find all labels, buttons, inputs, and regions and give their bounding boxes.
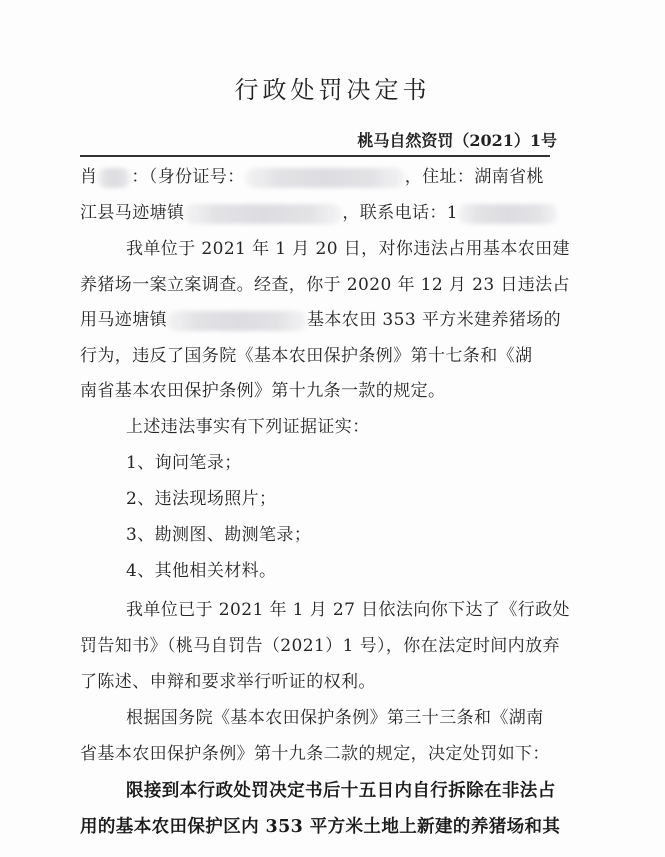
party-info-line-2 [80, 198, 558, 224]
body-line [80, 305, 561, 331]
redacted-name [97, 168, 131, 188]
header-divider [80, 155, 550, 157]
id-label: ：（身份证号： [131, 167, 245, 187]
body-line: 我单位已于 2021 年 1 月 27 日依法向你下达了《行政处 [126, 600, 570, 620]
party-surname: 肖 [80, 167, 98, 187]
body-line: 了陈述、申辩和要求举行听证的权利。 [80, 672, 376, 692]
evidence-item: 2、违法现场照片； [126, 489, 277, 509]
evidence-item: 4、其他相关材料。 [126, 561, 277, 581]
body-line: 我单位于 2021 年 1 月 20 日，对你违法占用基本农田建 [126, 239, 570, 259]
body-line: 行为，违反了国务院《基本农田保护条例》第十七条和《湖 [80, 346, 533, 366]
party-info-line-1 [80, 162, 544, 188]
body-line: 南省基本农田保护条例》第十九条一款的规定。 [80, 381, 446, 401]
document-number: 桃马自然资罚（2021）1号 [357, 131, 557, 150]
location-text: 用马迹塘镇 [80, 310, 167, 330]
redacted-phone [458, 204, 558, 224]
body-line: 根据国务院《基本农田保护条例》第三十三条和《湖南 [126, 708, 544, 728]
redacted-address [184, 204, 342, 224]
body-line: 罚告知书》（桃马自罚告（2021）1 号），你在法定时间内放弃 [80, 636, 560, 656]
evidence-item: 3、勘测图、勘测笔录； [126, 525, 312, 545]
body-line: 养猪场一案立案调查。经查，你于 2020 年 12 月 23 日违法占 [80, 275, 570, 295]
document-title: 行政处罚决定书 [234, 76, 431, 104]
address-label: ，住址：湖南省桃 [404, 167, 544, 187]
penalty-line: 限接到本行政处罚决定书后十五日内自行拆除在非法占 [126, 781, 556, 801]
redacted-location [167, 311, 307, 331]
evidence-heading: 上述违法事实有下列证据证实： [126, 417, 370, 437]
location-text-cont: 基本农田 353 平方米建养猪场的 [307, 310, 562, 330]
evidence-item: 1、询问笔录； [126, 453, 242, 473]
phone-label: ，联系电话：1 [342, 203, 459, 223]
redacted-id-number [245, 168, 405, 188]
penalty-line: 用的基本农田保护区内 353 平方米土地上新建的养猪场和其 [80, 817, 561, 837]
body-line: 省基本农田保护条例》第十九条二款的规定，决定处罚如下： [80, 744, 550, 764]
address-text: 江县马迹塘镇 [80, 203, 185, 223]
